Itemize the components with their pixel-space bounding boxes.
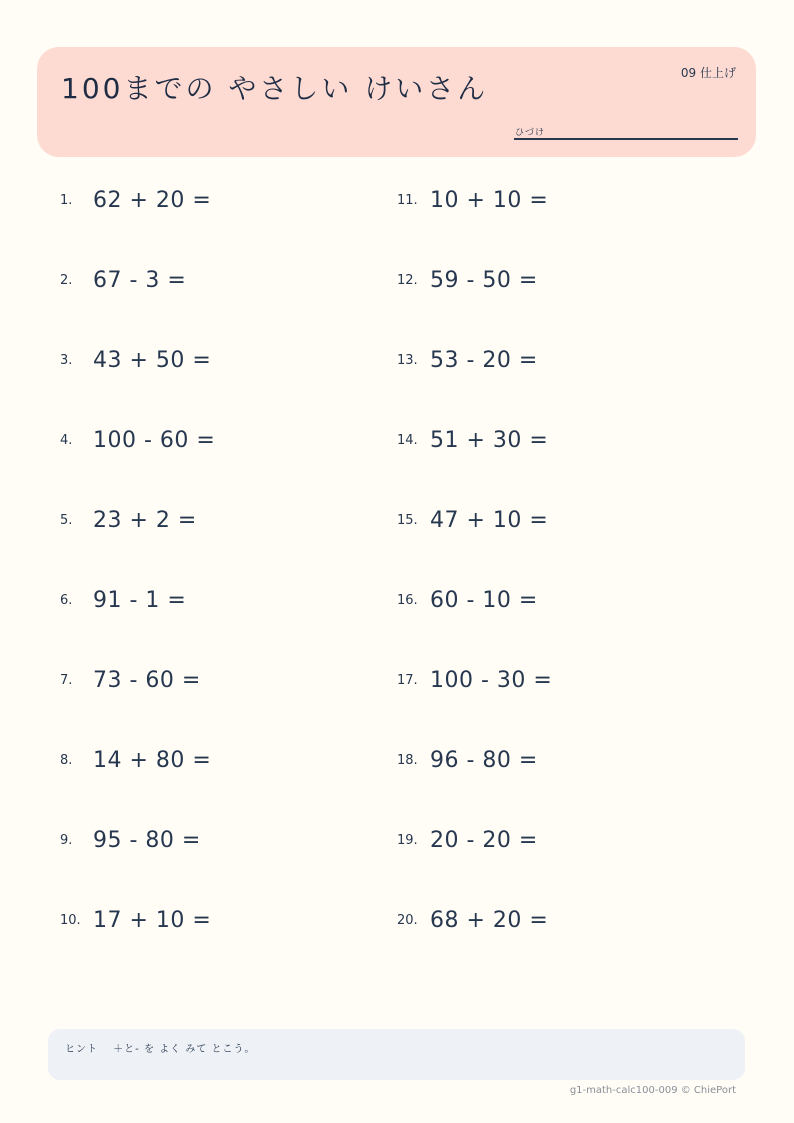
problem-number: 2. <box>60 272 73 288</box>
problem-item <box>60 320 390 400</box>
footer-credit: g1-math-calc100-009 © ChiePort <box>569 1085 736 1096</box>
problem-number: 8. <box>60 752 73 768</box>
problem-item <box>60 160 390 240</box>
problem-expression: 43 + 50 = <box>93 347 212 373</box>
problem-number: 12. <box>397 272 418 288</box>
problem-number: 14. <box>397 432 418 448</box>
problem-expression: 10 + 10 = <box>430 187 549 213</box>
problem-item <box>60 800 390 880</box>
problem-number: 17. <box>397 672 418 688</box>
problem-number: 16. <box>397 592 418 608</box>
level-label: 09 仕上げ <box>680 66 736 80</box>
problem-expression: 100 - 60 = <box>93 427 216 453</box>
date-label: ひづけ <box>515 128 546 138</box>
problem-item <box>60 720 390 800</box>
problem-expression: 17 + 10 = <box>93 907 212 933</box>
problem-number: 20. <box>397 912 418 928</box>
problem-expression: 23 + 2 = <box>93 507 197 533</box>
problem-number: 7. <box>60 672 73 688</box>
problem-number: 5. <box>60 512 73 528</box>
problem-expression: 100 - 30 = <box>430 667 553 693</box>
problem-item <box>60 240 390 320</box>
problem-item <box>397 320 727 400</box>
problem-column-right <box>397 160 727 960</box>
problem-item <box>60 640 390 720</box>
problem-expression: 68 + 20 = <box>430 907 549 933</box>
problem-item <box>397 560 727 640</box>
date-input-line[interactable] <box>514 138 738 140</box>
problem-expression: 59 - 50 = <box>430 267 538 293</box>
problem-number: 15. <box>397 512 418 528</box>
problem-number: 1. <box>60 192 73 208</box>
problem-item <box>397 240 727 320</box>
problem-number: 4. <box>60 432 73 448</box>
worksheet-header <box>37 47 756 157</box>
problem-item <box>60 400 390 480</box>
problem-expression: 53 - 20 = <box>430 347 538 373</box>
problem-expression: 51 + 30 = <box>430 427 549 453</box>
problem-number: 13. <box>397 352 418 368</box>
problem-item <box>397 800 727 880</box>
problem-number: 9. <box>60 832 73 848</box>
problem-number: 10. <box>60 912 81 928</box>
problem-item <box>60 560 390 640</box>
problem-expression: 73 - 60 = <box>93 667 201 693</box>
problem-expression: 14 + 80 = <box>93 747 212 773</box>
problem-expression: 60 - 10 = <box>430 587 538 613</box>
problem-number: 19. <box>397 832 418 848</box>
problem-number: 18. <box>397 752 418 768</box>
hint-text: ヒント ＋と- を よく みて とこう。 <box>65 1044 256 1055</box>
problem-expression: 91 - 1 = <box>93 587 187 613</box>
problem-expression: 62 + 20 = <box>93 187 212 213</box>
problem-expression: 47 + 10 = <box>430 507 549 533</box>
hint-box <box>48 1029 745 1080</box>
problem-item <box>397 400 727 480</box>
problem-number: 3. <box>60 352 73 368</box>
worksheet-title: 100までの やさしい けいさん <box>61 72 489 105</box>
problem-expression: 95 - 80 = <box>93 827 201 853</box>
problem-column-left <box>60 160 390 960</box>
problem-item <box>397 640 727 720</box>
problem-item <box>397 160 727 240</box>
problem-item <box>60 480 390 560</box>
problem-expression: 20 - 20 = <box>430 827 538 853</box>
problem-expression: 96 - 80 = <box>430 747 538 773</box>
problem-item <box>397 480 727 560</box>
problem-number: 6. <box>60 592 73 608</box>
problem-item <box>60 880 390 960</box>
problem-item <box>397 720 727 800</box>
problem-number: 11. <box>397 192 418 208</box>
problem-expression: 67 - 3 = <box>93 267 187 293</box>
problem-item <box>397 880 727 960</box>
